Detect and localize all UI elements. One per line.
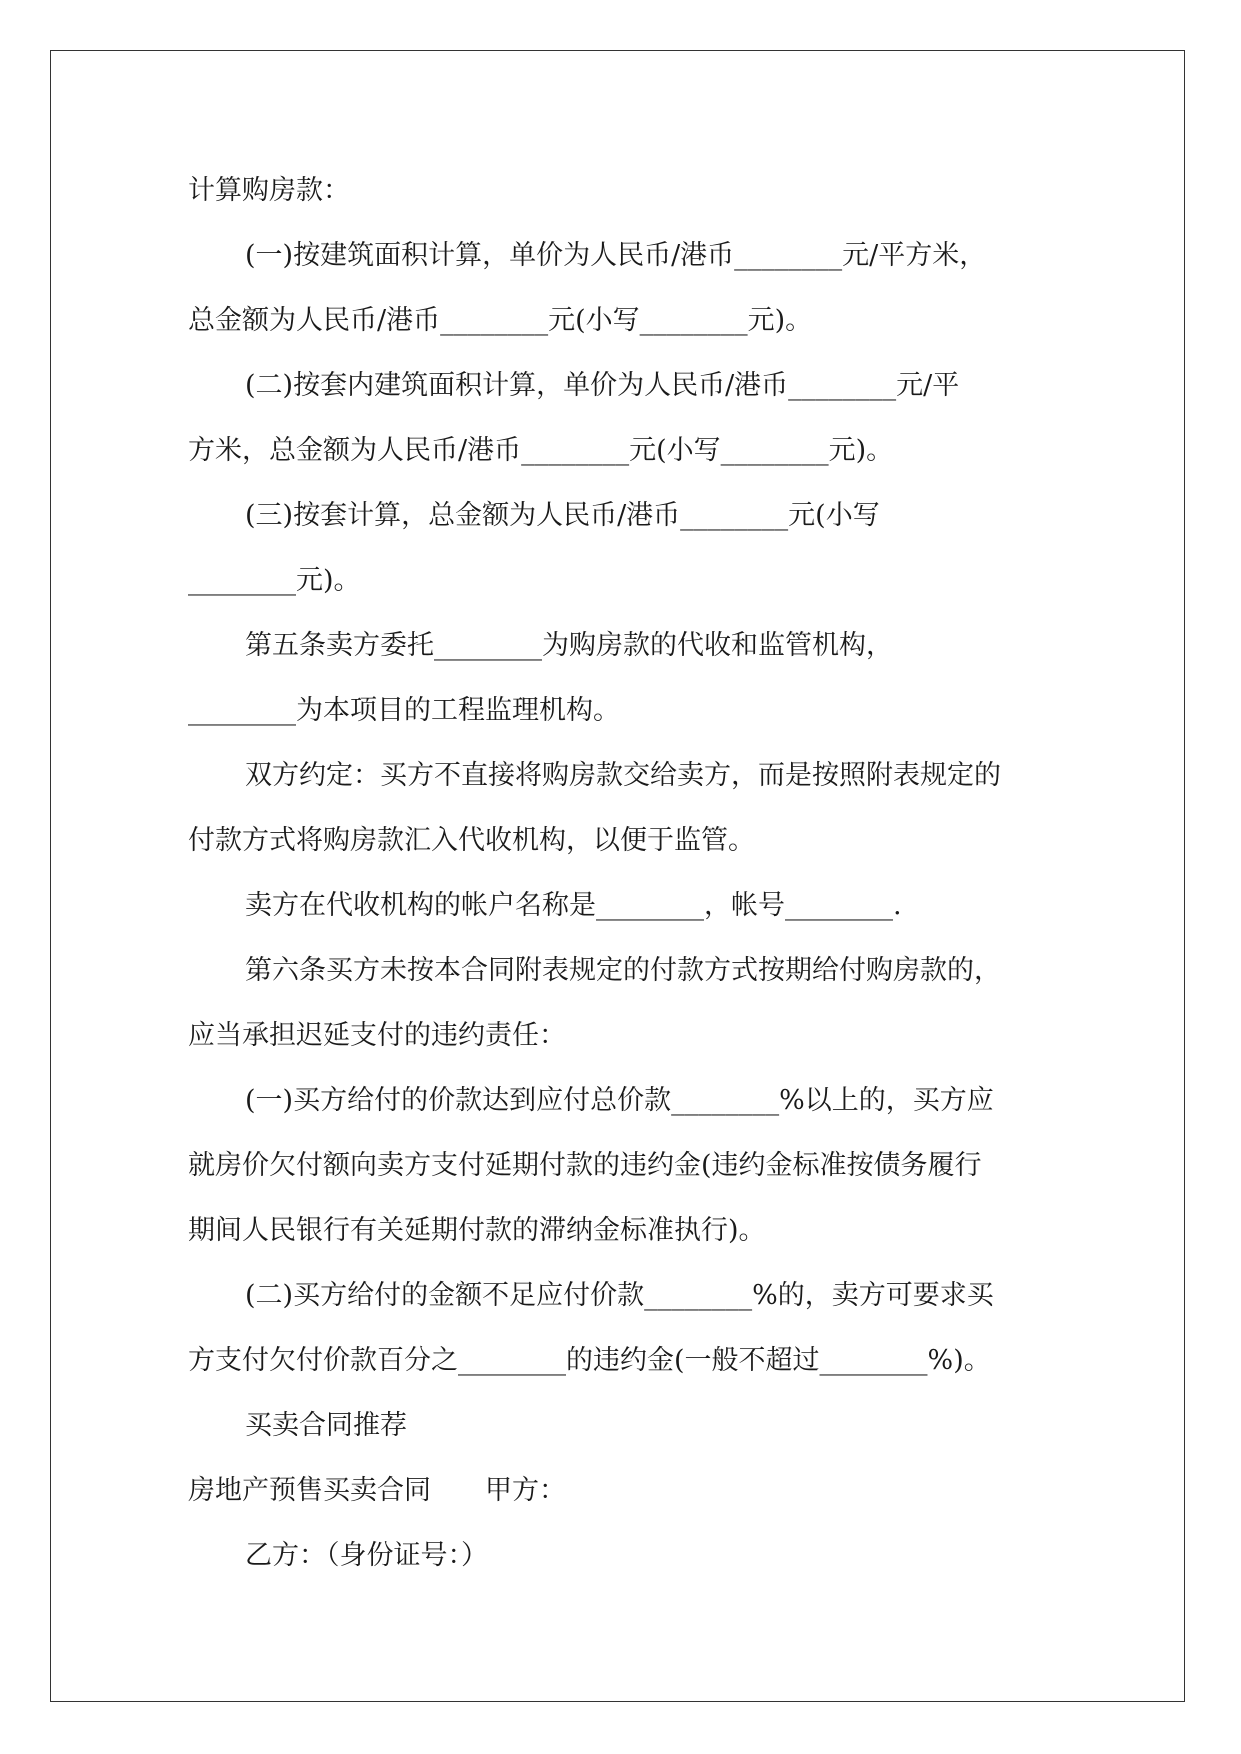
paragraph-line: 总金额为人民币/港币________元(小写________元)。 [188, 305, 813, 336]
paragraph-line: 第六条买方未按本合同附表规定的付款方式按期给付购房款的， [245, 955, 1001, 986]
paragraph-line: (二)买方给付的金额不足应付价款________%的，卖方可要求买 [245, 1280, 994, 1311]
paragraph-line: 方米，总金额为人民币/港币________元(小写________元)。 [188, 435, 894, 466]
paragraph-line: (二)按套内建筑面积计算，单价为人民币/港币________元/平 [245, 370, 960, 401]
paragraph-line: 计算购房款： [188, 175, 350, 206]
document-body [188, 158, 1068, 1588]
paragraph-line: 双方约定：买方不直接将购房款交给卖方，而是按照附表规定的 [245, 760, 1001, 791]
paragraph-line: ________为本项目的工程监理机构。 [188, 695, 620, 726]
paragraph-line: 期间人民银行有关延期付款的滞纳金标准执行)。 [188, 1215, 766, 1246]
paragraph-line: 方支付欠付价款百分之________的违约金(一般不超过________%)。 [188, 1345, 991, 1376]
paragraph-line: 第五条卖方委托________为购房款的代收和监管机构， [245, 630, 893, 661]
paragraph-line: 房地产预售买卖合同 甲方： [188, 1475, 566, 1506]
paragraph-line: 应当承担迟延支付的违约责任： [188, 1020, 566, 1051]
paragraph-line: 买卖合同推荐 [245, 1410, 407, 1441]
paragraph-line: 就房价欠付额向卖方支付延期付款的违约金(违约金标准按债务履行 [188, 1150, 982, 1181]
paragraph-line: (一)买方给付的价款达到应付总价款________%以上的，买方应 [245, 1085, 994, 1116]
paragraph-line: 付款方式将购房款汇入代收机构，以便于监管。 [188, 825, 755, 856]
paragraph-line: 乙方：（身份证号：） [245, 1540, 488, 1571]
paragraph-line: 卖方在代收机构的帐户名称是________，帐号________. [245, 890, 902, 921]
paragraph-line: ________元)。 [188, 565, 361, 596]
paragraph-line: (三)按套计算，总金额为人民币/港币________元(小写 [245, 500, 880, 531]
paragraph-line: (一)按建筑面积计算，单价为人民币/港币________元/平方米， [245, 240, 987, 271]
